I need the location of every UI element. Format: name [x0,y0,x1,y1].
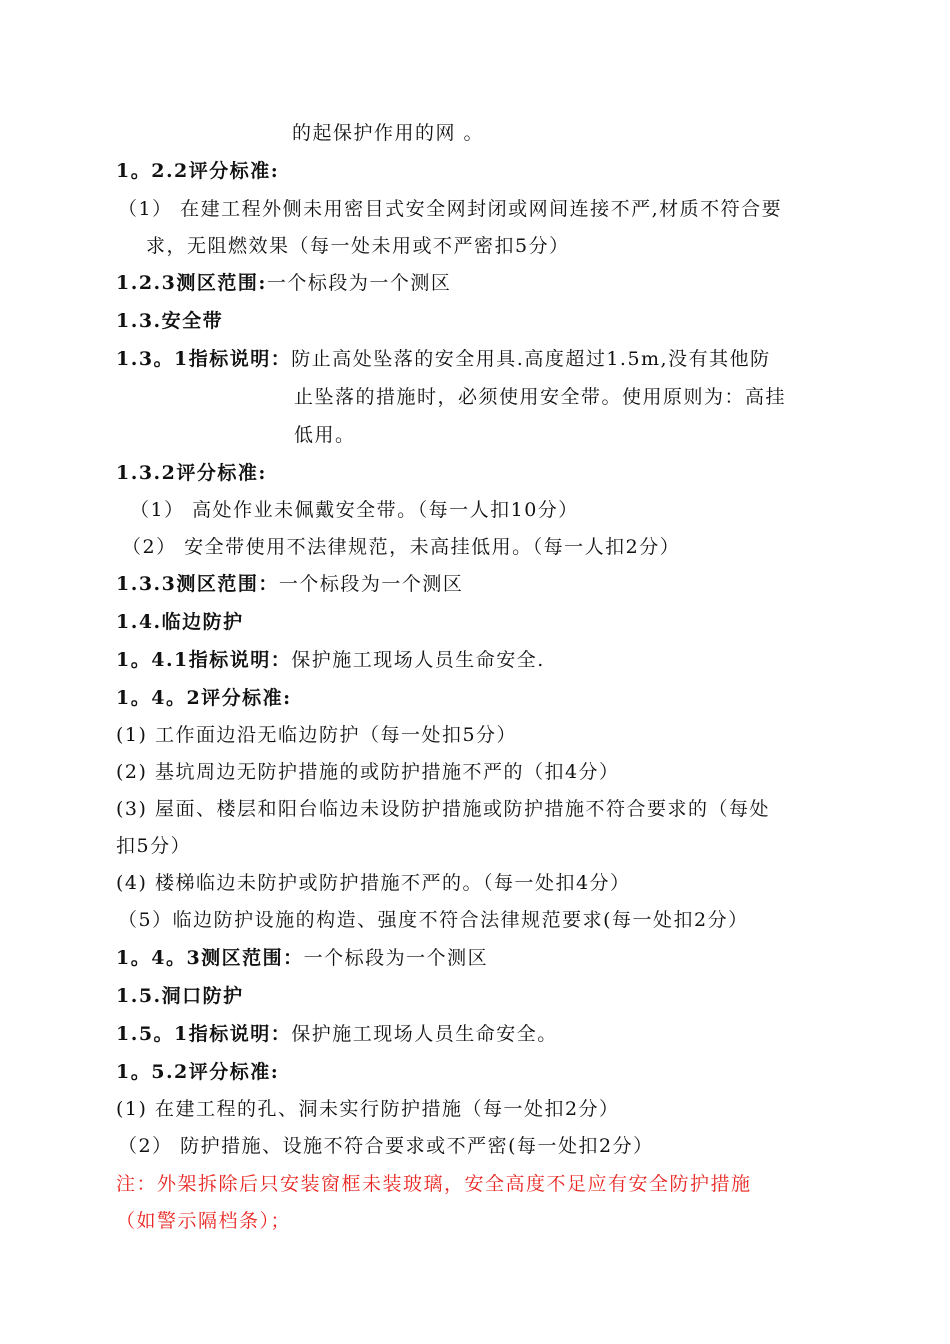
text-line-9: 低用。 [294,424,356,446]
text-line-4: 求，无阻燃效果（每一处未用或不严密扣5分） [146,235,570,257]
heading-1-4-3: 1。4。3测区范围：一个标段为一个测区 [116,947,489,969]
heading-1-5-2: 1。5.2评分标准: [116,1061,280,1083]
text-line-8: 止坠落的措施时，必须使用安全带。使用原则为：高挂 [294,386,787,408]
text-line-21: (4) 楼梯临边未防护或防护措施不严的。（每一处扣4分） [116,872,631,894]
heading-1-3: 1.3.安全带 [116,310,224,332]
text-line-28: （2） 防护措施、设施不符合要求或不严密(每一处扣2分） [118,1135,654,1157]
text-line-22: （5）临边防护设施的构造、强度不符合法律规范要求(每一处扣2分） [118,909,749,931]
heading-1-3-1: 1.3。1指标说明：防止高处坠落的安全用具.高度超过1.5m,没有其他防 [116,348,771,370]
text-line-27: (1) 在建工程的孔、洞未实行防护措施（每一处扣2分） [116,1098,620,1120]
heading-1-4-2: 1。4。2评分标准: [116,687,292,709]
note-line-2: （如警示隔档条）； [116,1210,292,1232]
heading-1-2-2: 1。2.2评分标准: [116,160,280,182]
heading-1-3-3: 1.3.3测区范围：一个标段为一个测区 [116,573,464,595]
text-line-12: （2） 安全带使用不法律规范，未高挂低用。（每一人扣2分） [122,536,681,558]
text-line-17: (1) 工作面边沿无临边防护（每一处扣5分） [116,724,518,746]
heading-1-5-1: 1.5。1指标说明：保护施工现场人员生命安全。 [116,1023,558,1045]
note-line-1: 注：外架拆除后只安装窗框未装玻璃，安全高度不足应有安全防护措施 [116,1173,752,1195]
heading-1-4: 1.4.临边防护 [116,611,244,633]
text-line-20: 扣5分） [116,835,192,857]
heading-1-2-3: 1.2.3测区范围:一个标段为一个测区 [116,272,452,294]
text-line-1: 的起保护作用的网 。 [292,122,485,144]
heading-1-3-2: 1.3.2评分标准: [116,462,267,484]
text-line-11: （1） 高处作业未佩戴安全带。（每一人扣10分） [130,499,579,521]
heading-1-5: 1.5.洞口防护 [116,985,244,1007]
heading-1-4-1: 1。4.1指标说明：保护施工现场人员生命安全. [116,649,545,671]
text-line-18: (2) 基坑周边无防护措施的或防护措施不严的（扣4分） [116,761,620,783]
text-line-19: (3) 屋面、楼层和阳台临边未设防护措施或防护措施不符合要求的（每处 [116,798,770,820]
text-line-3: （1） 在建工程外侧未用密目式安全网封闭或网间连接不严,材质不符合要 [118,198,783,220]
